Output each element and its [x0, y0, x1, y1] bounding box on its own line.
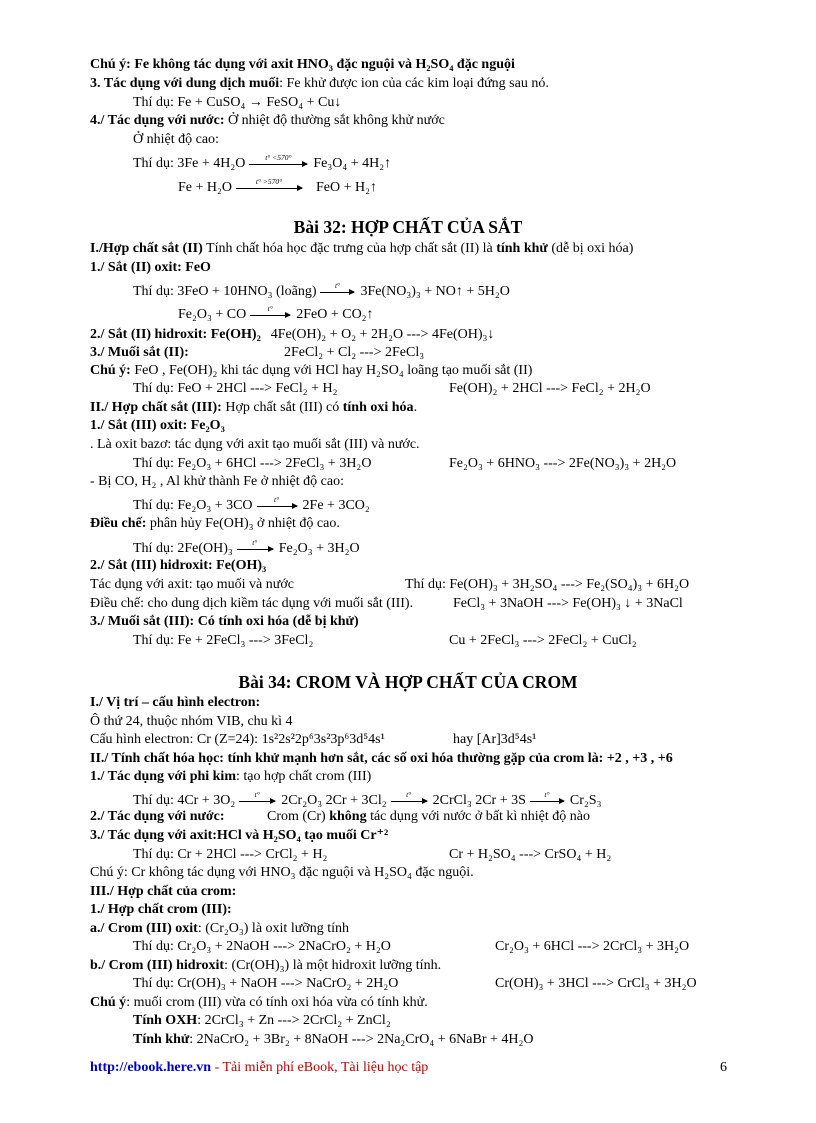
emphasis: tính khử	[496, 241, 548, 256]
section-heading: II./ Tính chất hóa học: tính khử mạnh hơn sắt, các số oxi hóa thường gặp của crom là: +2 , +3 , +6	[90, 751, 673, 766]
reaction: 2FeCl₂ + Cl₂ ---> 2FeCl₃	[284, 345, 425, 360]
text: Ở nhiệt độ thường sắt không khử nước	[224, 113, 445, 128]
reactants: Fe + H₂O	[178, 180, 232, 195]
example-line: Fe(OH)₂ + 2HCl ---> FeCl₂ + 2H₂O	[449, 381, 651, 396]
reaction-line	[133, 152, 392, 173]
example-line: Thí dụ: Cr₂O₃ + 2NaOH ---> 2NaCrO₂ + H₂O	[133, 939, 391, 954]
condition-label: t°	[252, 537, 258, 547]
reaction-text: 2CrCl₃ 2Cr + 3S	[432, 793, 526, 808]
text: : (Cr(OH)₃) là một hidroxit lưỡng tính.	[224, 958, 442, 973]
products: Fe₃O₄ + 4H₂↑	[313, 156, 392, 171]
reaction-arrow-icon	[249, 152, 307, 165]
heading: Điều chế:	[90, 516, 147, 531]
emphasis: tính oxi hóa	[342, 400, 414, 415]
subsection-line	[90, 920, 349, 938]
reaction: FeCl₃ + 3NaOH ---> Fe(OH)₃ ↓ + 3NaCl	[453, 596, 683, 611]
subsection-line	[90, 326, 494, 344]
text: phân hủy Fe(OH)₃ ở nhiệt độ cao.	[146, 516, 340, 531]
reaction: : 2NaCrO₂ + 3Br₂ + 8NaOH ---> 2Na₂CrO₄ + 6NaBr + 4H₂O	[189, 1032, 534, 1047]
page-footer	[90, 1059, 428, 1077]
heading: Chú ý:	[90, 363, 131, 378]
products: 2FeO + CO₂↑	[296, 307, 374, 322]
reaction-line	[178, 303, 374, 324]
example-line: Cr(OH)₃ + 3HCl ---> CrCl₃ + 3H₂O	[495, 976, 697, 991]
note-line: Chú ý: Cr không tác dụng với HNO₃ đặc nguội và H₂SO₄ đặc nguội.	[90, 865, 474, 880]
text-line	[90, 515, 340, 533]
example-line: Thí dụ: Cr(OH)₃ + NaOH ---> NaCrO₂ + 2H₂O	[133, 976, 399, 991]
text-line: Ở nhiệt độ cao:	[133, 132, 219, 147]
subsection-line	[90, 957, 441, 975]
text: .	[413, 400, 418, 415]
reactants: Fe₂O₃ + CO	[178, 307, 247, 322]
heading: 3./ Muối sắt (II):	[90, 345, 189, 360]
section-heading	[90, 399, 417, 417]
text: Hợp chất sắt (III) có	[221, 400, 343, 415]
text: : muối crom (III) vừa có tính oxi hóa vừa có tính khử.	[126, 995, 428, 1010]
text: Crom (Cr)	[267, 809, 330, 824]
reaction-arrow-icon	[320, 280, 354, 293]
example-line: Thí dụ: Fe + 2FeCl₃ ---> 3FeCl₂	[133, 633, 314, 648]
condition-label: t°	[406, 789, 412, 799]
reactants: Thí dụ: 3Fe + 4H₂O	[133, 156, 246, 171]
example-line	[133, 1031, 534, 1049]
text: FeO , Fe(OH)₂ khi tác dụng với HCl hay H₂SO₄ loãng tạo muối sắt (II)	[130, 363, 533, 378]
reaction-line	[133, 494, 370, 515]
products: Cr₂S₃	[569, 793, 602, 808]
heading: 2./ Sắt (II) hidroxit: Fe(OH)₂	[90, 327, 261, 342]
heading: 4./ Tác dụng với nước:	[90, 113, 225, 128]
text: Tính chất hóa học đặc trưng của hợp chất sắt (II) là	[202, 241, 497, 256]
note-fe-passivation: Chú ý: Fe không tác dụng với axit HNO₃ đặc nguội và H₂SO₄ đặc nguội	[90, 57, 515, 72]
example-line: Cu + 2FeCl₃ ---> 2FeCl₂ + CuCl₂	[449, 633, 637, 648]
example-line: Fe₂O₃ + 6HNO₃ ---> 2Fe(NO₃)₃ + 2H₂O	[449, 456, 677, 471]
text-line: - Bị CO, H₂ , Al khử thành Fe ở nhiệt độ cao:	[90, 474, 344, 489]
condition-label: t°	[267, 303, 273, 313]
reaction-arrow-icon	[250, 303, 290, 316]
text: tác dụng với nước ở bất kì nhiệt độ nào	[366, 809, 590, 824]
condition-label: t°	[544, 789, 550, 799]
heading: b./ Crom (III) hidroxit	[90, 958, 225, 973]
subsection-heading: 2./ Sắt (III) hidroxit: Fe(OH)₃	[90, 558, 267, 573]
subsection-line	[90, 768, 371, 786]
heading: Chú ý	[90, 995, 127, 1010]
label: Tính OXH	[133, 1013, 198, 1028]
example-line: Thí dụ: Cr + 2HCl ---> CrCl₂ + H₂	[133, 847, 328, 862]
text-line: Điều chế: cho dung dịch kiềm tác dụng với muối sắt (III).	[90, 596, 414, 611]
products: 3Fe(NO₃)₃ + NO↑ + 5H₂O	[360, 284, 510, 299]
products: Fe₂O₃ + 3H₂O	[278, 541, 360, 556]
reaction-arrow-icon	[391, 789, 427, 802]
example-line: Thí dụ: Fe + CuSO₄ → FeSO₄ + Cu↓	[133, 95, 342, 110]
subsection-heading: 1./ Sắt (II) oxit: FeO	[90, 260, 211, 275]
subsection-heading: 1./ Hợp chất crom (III):	[90, 902, 232, 917]
example-line	[133, 1012, 391, 1030]
section-salt-reaction	[90, 75, 549, 93]
reaction-arrow-icon	[237, 537, 273, 550]
text-group	[267, 808, 590, 826]
lesson-title-34: Bài 34: CROM VÀ HỢP CHẤT CỦA CROM	[238, 672, 578, 692]
products: 2Fe + 3CO₂	[302, 498, 370, 513]
text: : (Cr₂O₃) là oxit lưỡng tính	[197, 921, 349, 936]
reaction: : 2CrCl₃ + Zn ---> 2CrCl₂ + ZnCl₂	[197, 1013, 391, 1028]
condition-label: t°	[254, 789, 260, 799]
text-line: hay [Ar]3d⁵4s¹	[453, 732, 537, 747]
text: : tạo hợp chất crom (III)	[236, 769, 372, 784]
subsection-heading: 1./ Sắt (III) oxit: Fe₂O₃	[90, 418, 225, 433]
reaction-line	[133, 280, 510, 301]
heading: a./ Crom (III) oxit	[90, 921, 198, 936]
example-line: Thí dụ: Fe(OH)₃ + 3H₂SO₄ ---> Fe₂(SO₄)₃ + 6H₂O	[405, 577, 690, 592]
text-line: Tác dụng với axit: tạo muối và nước	[90, 577, 294, 592]
subsection-heading: 3./ Muối sắt (III): Có tính oxi hóa (dễ bị khử)	[90, 614, 359, 629]
text-line: Cấu hình electron: Cr (Z=24): 1s²2s²2p⁶3s²3p⁶3d⁵4s¹	[90, 732, 385, 747]
condition-label: t° >570°	[255, 176, 283, 186]
condition-label: t°	[274, 494, 280, 504]
reaction: 4Fe(OH)₂ + O₂ + 2H₂O ---> 4Fe(OH)₃↓	[270, 327, 495, 342]
reaction-line	[133, 537, 360, 558]
reaction-arrow-icon	[530, 789, 564, 802]
reaction-arrow-icon	[257, 494, 297, 507]
example-line: Thí dụ: FeO + 2HCl ---> FeCl₂ + H₂	[133, 381, 338, 396]
subsection-line	[90, 344, 425, 362]
reactants: Thí dụ: Fe₂O₃ + 3CO	[133, 498, 253, 513]
text: (dễ bị oxi hóa)	[547, 241, 634, 256]
page-number: 6	[720, 1060, 727, 1075]
reaction-arrow-icon	[236, 176, 302, 189]
reactants: Thí dụ: 4Cr + 3O₂	[133, 793, 236, 808]
reactants: Thí dụ: 2Fe(OH)₃	[133, 541, 233, 556]
heading: I./Hợp chất sắt (II)	[90, 241, 203, 256]
note-line	[90, 994, 428, 1012]
heading: 3. Tác dụng với dung dịch muối	[90, 76, 280, 91]
text-line: . Là oxit bazơ: tác dụng với axit tạo muối sắt (III) và nước.	[90, 437, 420, 452]
label: Tính khử	[133, 1032, 190, 1047]
condition-label: t° <570°	[265, 152, 292, 162]
footer-text: - Tải miễn phí eBook, Tài liệu học tập	[211, 1060, 429, 1075]
example-line: Cr₂O₃ + 6HCl ---> 2CrCl₃ + 3H₂O	[495, 939, 690, 954]
heading: 2./ Tác dụng với nước:	[90, 809, 225, 824]
example-line: Cr + H₂SO₄ ---> CrSO₄ + H₂	[449, 847, 612, 862]
lesson-title-32: Bài 32: HỢP CHẤT CỦA SẮT	[293, 217, 523, 237]
reaction-text: 2Cr₂O₃ 2Cr + 3Cl₂	[281, 793, 387, 808]
subsection-heading: 3./ Tác dụng với axit:HCl và H₂SO₄ tạo muối Cr⁺²	[90, 828, 389, 843]
section-water-reaction	[90, 112, 445, 130]
text: : Fe khử được ion của các kim loại đứng sau nó.	[279, 76, 549, 91]
heading: 1./ Tác dụng với phi kim	[90, 769, 236, 784]
reaction-arrow-icon	[239, 789, 275, 802]
products: FeO + H₂↑	[316, 180, 377, 195]
section-heading	[90, 240, 633, 258]
note-line	[90, 362, 532, 380]
text-line: Ô thứ 24, thuộc nhóm VIB, chu kì 4	[90, 714, 293, 729]
section-heading: III./ Hợp chất của crom:	[90, 884, 237, 899]
heading: II./ Hợp chất sắt (III):	[90, 400, 222, 415]
emphasis: không	[329, 809, 367, 824]
section-heading: I./ Vị trí – cấu hình electron:	[90, 695, 261, 710]
reaction-line	[178, 176, 377, 197]
subsection-line	[90, 808, 590, 826]
footer-link[interactable]: http://ebook.here.vn	[90, 1060, 212, 1075]
example-line: Thí dụ: Fe₂O₃ + 6HCl ---> 2FeCl₃ + 3H₂O	[133, 456, 372, 471]
reactants: Thí dụ: 3FeO + 10HNO₃ (loãng)	[133, 284, 317, 299]
condition-label: t°	[334, 280, 341, 290]
